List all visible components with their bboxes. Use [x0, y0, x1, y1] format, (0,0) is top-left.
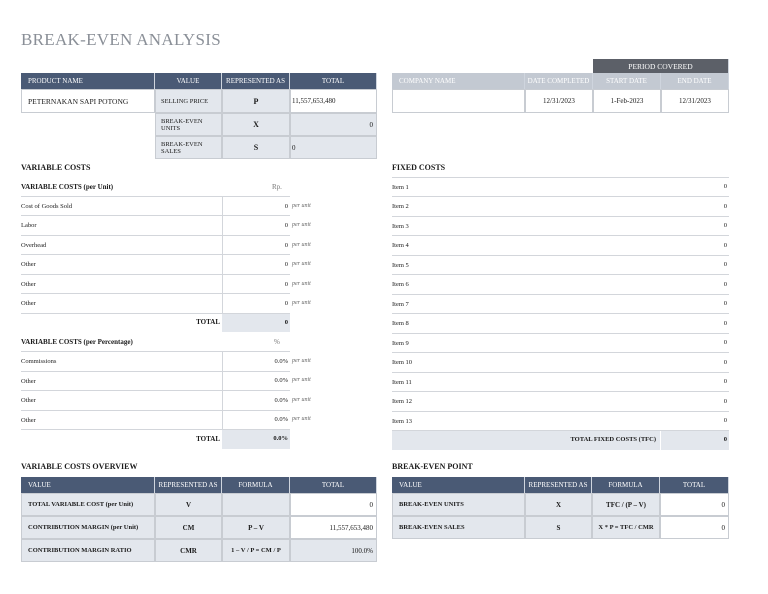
item-unit: per unit [292, 397, 311, 403]
item-value[interactable]: 0 [723, 320, 727, 327]
item-label: Item 2 [392, 203, 409, 210]
item-value[interactable]: 0.0% [274, 377, 288, 384]
table-row-symbol: V [155, 493, 222, 516]
item-value[interactable]: 0 [284, 222, 288, 229]
item-value[interactable]: 0 [723, 242, 727, 249]
list-item [392, 236, 729, 256]
item-value[interactable]: 0 [284, 261, 288, 268]
end-date-field[interactable]: 12/31/2023 [661, 89, 729, 113]
percentage-total-value: 0.0% [273, 435, 288, 442]
percentage-heading: VARIABLE COSTS (per Percentage) [21, 338, 133, 346]
list-item [392, 217, 729, 236]
header-total: TOTAL [290, 477, 377, 493]
item-label: Item 5 [392, 261, 409, 269]
header-represented-as: REPRESENTED AS [525, 477, 592, 493]
list-item [392, 392, 729, 412]
item-unit: per unit [292, 300, 311, 306]
date-completed-field[interactable]: 12/31/2023 [525, 89, 593, 113]
per-unit-heading: VARIABLE COSTS (per Unit) [21, 183, 114, 191]
item-label: Item 13 [392, 417, 413, 425]
table-row-total: 0 [660, 516, 729, 539]
table-row-formula: X * P = TFC / CMR [592, 516, 660, 539]
item-value[interactable]: 0 [723, 261, 727, 268]
item-label: Other [21, 280, 36, 288]
item-unit: per unit [292, 242, 311, 248]
header-formula: FORMULA [592, 477, 660, 493]
item-unit: per unit [292, 358, 311, 364]
item-value[interactable]: 0 [284, 300, 288, 307]
header-value: VALUE [392, 477, 525, 493]
item-label: Other [21, 397, 36, 404]
item-label: Item 9 [392, 339, 409, 347]
break-even-point-heading: BREAK-EVEN POINT [392, 462, 473, 471]
list-item [392, 314, 729, 334]
break-even-units-label: BREAK-EVEN UNITS [155, 113, 222, 136]
list-item [392, 353, 729, 373]
fixed-costs-heading: FIXED COSTS [392, 163, 446, 172]
item-value[interactable]: 0 [284, 203, 288, 210]
item-value[interactable]: 0 [723, 339, 727, 346]
per-unit-total-value: 0 [284, 319, 288, 326]
header-start-date: START DATE [593, 73, 661, 89]
item-label: Commissions [21, 358, 57, 365]
item-label: Item 1 [392, 183, 409, 191]
break-even-sales-symbol: S [222, 136, 290, 159]
product-name-field[interactable]: PETERNAKAN SAPI POTONG [21, 89, 155, 113]
percentage-total-label: TOTAL [196, 435, 220, 443]
total-fixed-costs-label: TOTAL FIXED COSTS (TFC) [570, 436, 656, 443]
item-label: Other [21, 416, 36, 424]
item-value[interactable]: 0 [284, 242, 288, 249]
item-value[interactable]: 0 [723, 281, 727, 288]
list-item [392, 197, 729, 217]
table-row-total: 0 [290, 493, 377, 516]
table-row-formula: 1 – V / P = CM / P [222, 539, 290, 562]
header-value: VALUE [155, 73, 222, 89]
item-label: Item 11 [392, 378, 412, 386]
item-label: Other [21, 377, 36, 385]
selling-price-total[interactable]: 11,557,653,480 [290, 89, 377, 113]
selling-price-label: SELLING PRICE [155, 89, 222, 113]
item-value[interactable]: 0 [723, 203, 727, 210]
per-unit-total-label: TOTAL [196, 318, 220, 326]
table-row-formula: TFC / (P – V) [592, 493, 660, 516]
break-even-units-total: 0 [290, 113, 377, 136]
table-row-symbol: S [525, 516, 592, 539]
item-unit: per unit [292, 222, 311, 228]
table-row-symbol: CM [155, 516, 222, 539]
table-row-total: 11,557,653,480 [290, 516, 377, 539]
item-label: Item 12 [392, 398, 413, 405]
item-label: Item 3 [392, 222, 409, 230]
item-label: Item 7 [392, 300, 409, 308]
header-end-date: END DATE [661, 73, 729, 89]
period-covered-header: PERIOD COVERED [593, 59, 729, 73]
item-value[interactable]: 0.0% [274, 397, 288, 404]
table-row-total: 0 [660, 493, 729, 516]
item-label: Overhead [21, 241, 47, 249]
header-represented-as: REPRESENTED AS [155, 477, 222, 493]
total-fixed-costs-value: 0 [723, 436, 727, 443]
header-product-name: PRODUCT NAME [21, 73, 155, 89]
header-total: TOTAL [660, 477, 729, 493]
list-item [392, 334, 729, 353]
item-label: Other [21, 261, 36, 268]
item-value[interactable]: 0 [284, 281, 288, 288]
list-item [392, 178, 729, 197]
item-value[interactable]: 0 [723, 183, 727, 190]
item-value[interactable]: 0 [723, 300, 727, 307]
break-even-sales-total: 0 [290, 136, 377, 159]
divider [660, 431, 661, 450]
header-formula: FORMULA [222, 477, 290, 493]
table-row-label: CONTRIBUTION MARGIN RATIO [21, 539, 155, 562]
list-item [392, 412, 729, 431]
item-label: Cost of Goods Sold [21, 202, 73, 210]
table-row-formula [222, 493, 290, 516]
break-even-units-symbol: X [222, 113, 290, 136]
per-unit-currency: Rp. [272, 183, 282, 191]
item-label: Item 6 [392, 281, 409, 288]
item-unit: per unit [292, 377, 311, 383]
list-item [392, 275, 729, 295]
item-unit: per unit [292, 416, 311, 422]
item-unit: per unit [292, 281, 311, 287]
page-title: BREAK-EVEN ANALYSIS [21, 30, 221, 49]
start-date-field[interactable]: 1-Feb-2023 [593, 89, 661, 113]
percentage-heading-row [21, 333, 290, 352]
item-value[interactable]: 0 [723, 417, 727, 424]
item-label: Item 4 [392, 242, 409, 249]
item-value[interactable]: 0 [723, 378, 727, 385]
company-name-field[interactable] [392, 89, 525, 113]
item-label: Item 8 [392, 320, 409, 327]
table-row-symbol: CMR [155, 539, 222, 562]
break-even-sales-label: BREAK-EVEN SALES [155, 136, 222, 159]
item-value[interactable]: 0 [723, 398, 727, 405]
item-value[interactable]: 0 [723, 359, 727, 366]
header-date-completed: DATE COMPLETED [525, 73, 593, 89]
item-label: Other [21, 300, 36, 307]
per-unit-heading-row [21, 178, 290, 197]
table-row-symbol: X [525, 493, 592, 516]
item-value[interactable]: 0.0% [274, 358, 288, 365]
header-total: TOTAL [290, 73, 377, 89]
percentage-symbol: % [274, 338, 280, 346]
item-label: Labor [21, 222, 37, 229]
item-value[interactable]: 0 [723, 222, 727, 229]
list-item [392, 295, 729, 314]
table-row-total: 100.0% [290, 539, 377, 562]
table-row-label: BREAK-EVEN UNITS [392, 493, 525, 516]
header-value: VALUE [21, 477, 155, 493]
table-row-label: TOTAL VARIABLE COST (per Unit) [21, 493, 155, 516]
item-unit: per unit [292, 261, 311, 267]
list-item [392, 256, 729, 275]
variable-costs-heading: VARIABLE COSTS [21, 163, 91, 172]
selling-price-symbol: P [222, 89, 290, 113]
header-company-name: COMPANY NAME [392, 73, 525, 89]
table-row-label: BREAK-EVEN SALES [392, 516, 525, 539]
table-row-formula: P – V [222, 516, 290, 539]
table-row-label: CONTRIBUTION MARGIN (per Unit) [21, 516, 155, 539]
item-value[interactable]: 0.0% [274, 416, 288, 423]
vc-overview-heading: VARIABLE COSTS OVERVIEW [21, 462, 138, 471]
list-item [392, 373, 729, 392]
header-represented-as: REPRESENTED AS [222, 73, 290, 89]
item-label: Item 10 [392, 359, 413, 366]
item-unit: per unit [292, 203, 311, 209]
